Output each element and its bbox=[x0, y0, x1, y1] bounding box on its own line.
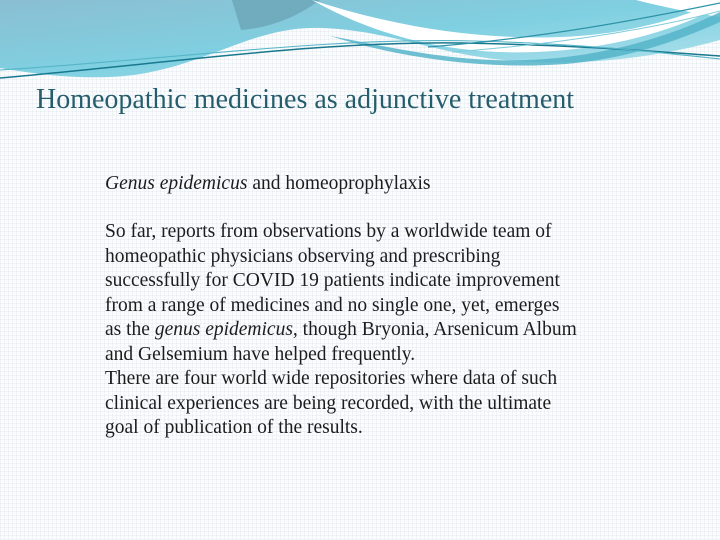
italic-text-segment: genus epidemicus bbox=[154, 319, 293, 340]
body-text-line bbox=[105, 343, 695, 368]
text-segment: and Gelsemium have helped frequently. bbox=[105, 343, 416, 365]
text-segment: , though Bryonia, Arsenicum Album bbox=[292, 319, 577, 340]
text-segment: from a range of medicines and no single one, yet, emerges bbox=[105, 294, 560, 316]
text-segment: as the bbox=[105, 319, 155, 340]
text-segment: goal of publication of the results. bbox=[105, 417, 363, 438]
italic-text-segment: Genus epidemicus bbox=[105, 173, 248, 194]
text-segment: and homeoprophylaxis bbox=[247, 173, 431, 194]
text-segment: So far, reports from observations by a worldwide team of bbox=[105, 221, 552, 242]
text-segment: clinical experiences are being recorded, with the ultimate bbox=[105, 392, 552, 414]
body-text-line bbox=[105, 220, 695, 245]
body-text-line bbox=[105, 318, 695, 343]
slide-subtitle-textbox bbox=[105, 172, 685, 197]
body-text-line bbox=[105, 392, 695, 417]
body-text-line bbox=[105, 416, 695, 441]
body-text-line bbox=[105, 269, 695, 294]
text-segment: homeopathic physicians observing and prescribing bbox=[105, 245, 501, 267]
header-wave-decoration bbox=[0, 0, 720, 150]
subtitle-line bbox=[105, 172, 685, 197]
text-segment: There are four world wide repositories where data of such bbox=[105, 368, 558, 389]
body-paragraph bbox=[105, 220, 695, 441]
body-text-line bbox=[105, 367, 695, 392]
body-text-line bbox=[105, 294, 695, 319]
body-text-line bbox=[105, 245, 695, 270]
text-segment: successfully for COVID 19 patients indicate improvement bbox=[105, 270, 560, 291]
slide-title: Homeopathic medicines as adjunctive treatment bbox=[36, 84, 575, 115]
